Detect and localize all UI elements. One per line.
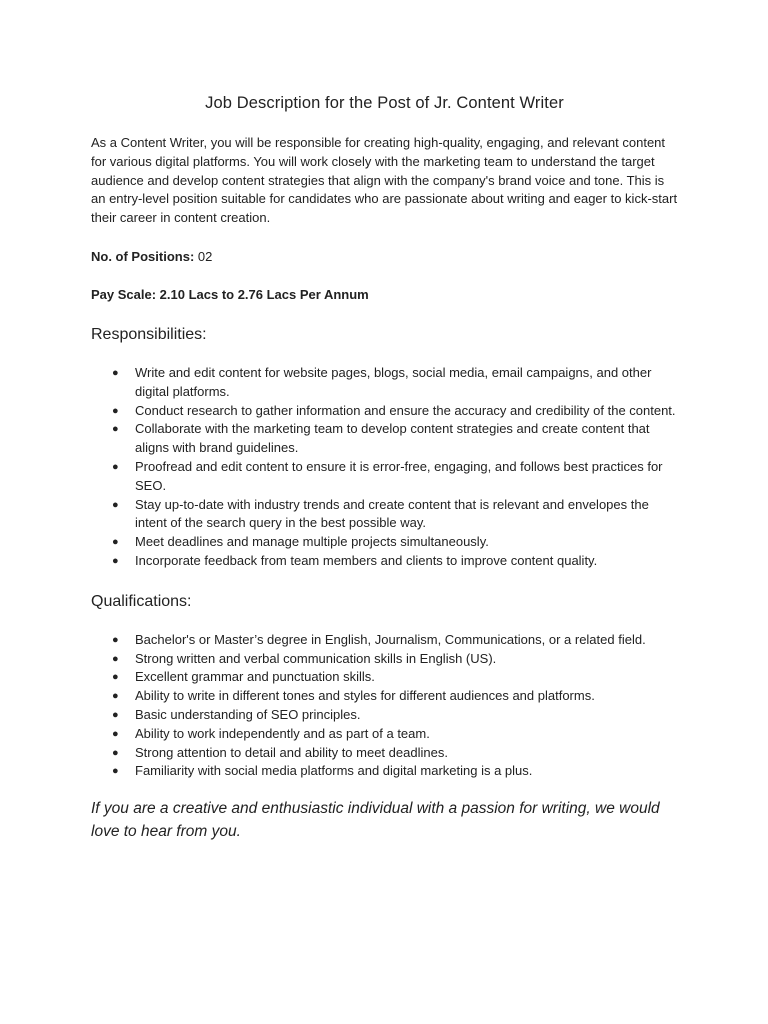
list-item: ● Write and edit content for website pages, blogs, social media, email campaigns, and other digital platforms. <box>112 364 652 399</box>
list-item: ● Conduct research to gather information and ensure the accuracy and credibility of the content. <box>135 402 678 421</box>
bullet-icon: ● <box>112 671 119 684</box>
responsibilities-heading: Responsibilities: <box>91 325 207 343</box>
closing-statement: If you are a creative and enthusiastic individual with a passion for writing, we would love to hear from you. <box>91 800 660 841</box>
bullet-icon: ● <box>112 746 119 759</box>
bullet-icon: ● <box>112 404 119 417</box>
list-item: ● Collaborate with the marketing team to develop content strategies and create content that aligns with brand guidelines. <box>112 421 650 456</box>
qualifications-heading: Qualifications: <box>91 592 192 610</box>
bullet-icon: ● <box>112 460 119 473</box>
list-item: ● Stay up-to-date with industry trends and create content that is relevant and envelopes the intent of the search query in the best possible way. <box>112 496 649 531</box>
list-item: ● Familiarity with social media platforms and digital marketing is a plus. <box>135 762 678 781</box>
bullet-icon: ● <box>112 366 119 379</box>
qualifications-list <box>91 631 678 781</box>
bullet-icon: ● <box>112 423 119 436</box>
positions-field <box>91 248 678 266</box>
bullet-icon: ● <box>112 727 119 740</box>
bullet-icon: ● <box>112 536 119 549</box>
bullet-icon: ● <box>112 633 119 646</box>
list-item: ● Incorporate feedback from team members and clients to improve content quality. <box>135 552 678 571</box>
list-item: ● Ability to write in different tones and styles for different audiences and platforms. <box>135 687 678 706</box>
intro-paragraph: As a Content Writer, you will be responsible for creating high-quality, engaging, and relevant content for various digital platforms. You will work closely with the marketing team to understand the target audience and develop content strategies that align with the company's brand voice and tone. This is an entry-level position suitable for candidates who are passionate about writing and eager to kick-start their career in content creation. <box>91 135 678 226</box>
list-item: ● Bachelor's or Master’s degree in English, Journalism, Communications, or a related field. <box>135 631 678 650</box>
list-item: ● Meet deadlines and manage multiple projects simultaneously. <box>135 533 678 552</box>
bullet-icon: ● <box>112 554 119 567</box>
pay-scale: Pay Scale: 2.10 Lacs to 2.76 Lacs Per Annum <box>91 286 369 302</box>
bullet-icon: ● <box>112 765 119 778</box>
list-item: ● Ability to work independently and as part of a team. <box>135 725 678 744</box>
document-title: Job Description for the Post of Jr. Content Writer <box>205 94 564 112</box>
bullet-icon: ● <box>112 690 119 703</box>
list-item: ● Basic understanding of SEO principles. <box>135 706 678 725</box>
list-item: ● Excellent grammar and punctuation skills. <box>135 668 678 687</box>
list-item: ● Strong written and verbal communication skills in English (US). <box>135 650 678 669</box>
list-item: ● Proofread and edit content to ensure it is error-free, engaging, and follows best practices for SEO. <box>112 458 663 493</box>
bullet-icon: ● <box>112 498 119 511</box>
list-item: ● Strong attention to detail and ability to meet deadlines. <box>135 744 678 763</box>
responsibilities-list <box>91 364 678 571</box>
bullet-icon: ● <box>112 708 119 721</box>
positions-label: No. of Positions: <box>91 248 195 264</box>
positions-value: 02 <box>194 248 213 264</box>
bullet-icon: ● <box>112 652 119 665</box>
